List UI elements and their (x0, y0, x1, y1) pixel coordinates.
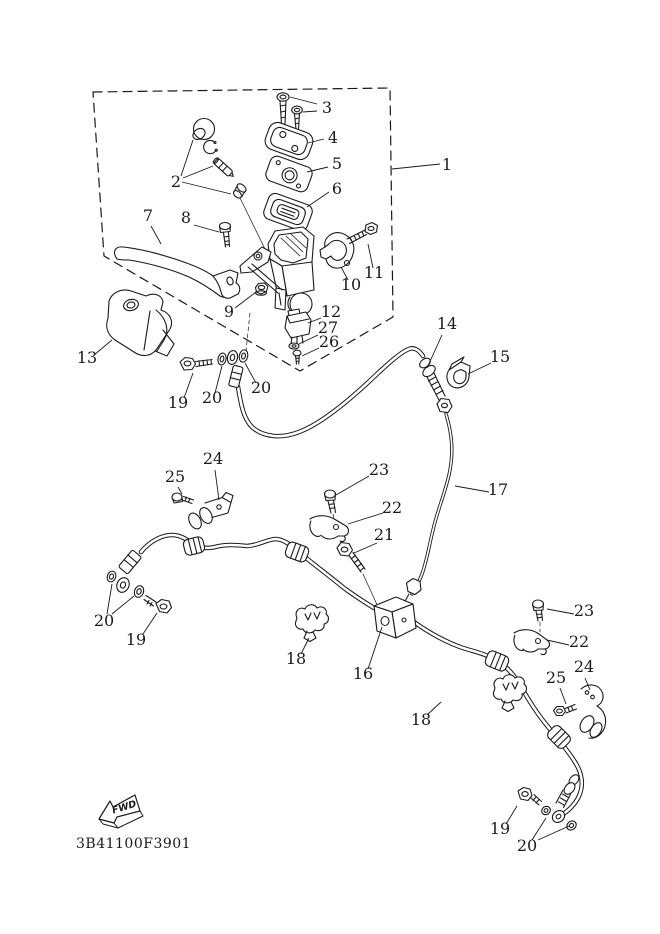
part-label-8: 8 (180, 208, 192, 227)
lever-pivot-screw (220, 223, 231, 248)
part-label-23: 23 (368, 460, 390, 479)
upper-banjo-washers (217, 349, 249, 366)
leader-line-21 (354, 543, 377, 553)
upper-hose-crimp (228, 365, 243, 388)
part-label-24: 24 (202, 449, 224, 468)
leader-line-25 (560, 688, 566, 704)
part-label-20: 20 (516, 836, 538, 855)
part-label-4: 4 (327, 128, 339, 147)
leader-line-15 (468, 363, 491, 374)
diaphragm-plate (264, 154, 314, 193)
part-label-24: 24 (573, 657, 595, 676)
leader-line-24 (215, 470, 219, 500)
part-label-6: 6 (331, 179, 343, 198)
part-label-22: 22 (568, 632, 590, 651)
leader-line-20 (107, 584, 112, 614)
leader-line-26 (302, 348, 319, 356)
joint-bolt (337, 543, 365, 573)
leader-line-3 (303, 111, 317, 112)
part-label-1: 1 (441, 155, 453, 174)
part-callouts (77, 97, 594, 855)
holder-screw-left (172, 493, 194, 504)
left-hose-end (106, 550, 146, 599)
piston-kit (191, 119, 248, 200)
hose-clip-center (295, 605, 328, 642)
leader-line-20 (112, 596, 134, 614)
hose-clamp-right (512, 630, 549, 655)
leader-line-8 (194, 225, 219, 232)
part-label-18: 18 (410, 710, 432, 729)
clamp-screw-left (325, 490, 336, 513)
part-label-5: 5 (331, 154, 343, 173)
part-label-3: 3 (321, 98, 333, 117)
part-label-19: 19 (167, 393, 189, 412)
part-label-17: 17 (487, 480, 509, 499)
part-label-9: 9 (223, 302, 235, 321)
part-label-18: 18 (285, 649, 307, 668)
hose-clamp-left (308, 516, 348, 542)
switch-washer (289, 343, 299, 349)
leader-line-2 (183, 166, 213, 178)
pipe-clip (447, 357, 470, 388)
leader-line-1 (392, 164, 440, 169)
pipe-flare-nut (404, 579, 421, 604)
reservoir-cap (263, 120, 316, 162)
brake-pipe (412, 414, 452, 594)
part-label-20: 20 (201, 388, 223, 407)
fwd-label: FWD (110, 798, 138, 817)
part-label-7: 7 (142, 206, 154, 225)
part-label-10: 10 (340, 275, 362, 294)
leader-line-6 (307, 192, 329, 207)
part-label-22: 22 (381, 498, 403, 517)
part-label-20: 20 (250, 378, 272, 397)
leader-line-20 (538, 826, 569, 840)
part-label-27: 27 (317, 318, 339, 337)
leader-line-2 (181, 140, 193, 176)
part-label-11: 11 (363, 263, 385, 282)
leader-line-3 (290, 97, 317, 104)
pivot-nut (256, 283, 268, 295)
hose-holder-right (577, 685, 605, 739)
part-label-13: 13 (76, 348, 98, 367)
leader-line-24 (585, 678, 590, 690)
leader-line-17 (455, 486, 489, 492)
hose-clip-right (493, 675, 526, 712)
brake-switch (285, 312, 311, 344)
hose-holder-left (186, 493, 233, 532)
lever-guard-bracket (107, 290, 174, 356)
hose-bend-fitting (418, 356, 452, 412)
leader-line-23 (336, 476, 369, 495)
part-label-21: 21 (373, 525, 395, 544)
brake-hose-right (414, 622, 582, 816)
clamp-bolt (347, 223, 378, 244)
part-label-15: 15 (489, 347, 511, 366)
right-banjo-bolt (518, 788, 542, 806)
clamp-screw-right (533, 600, 544, 621)
holder-screw-right (554, 705, 577, 716)
part-label-25: 25 (164, 467, 186, 486)
part-label-2: 2 (170, 172, 182, 191)
part-label-14: 14 (436, 314, 458, 333)
part-label-19: 19 (489, 819, 511, 838)
part-label-23: 23 (573, 601, 595, 620)
leader-line-2 (182, 182, 231, 194)
leader-line-7 (151, 226, 161, 244)
part-label-19: 19 (125, 630, 147, 649)
part-label-20: 20 (93, 611, 115, 630)
leader-line-22 (547, 640, 569, 645)
part-label-12: 12 (320, 302, 342, 321)
leader-line-14 (427, 335, 442, 368)
part-label-26: 26 (318, 332, 340, 351)
leader-line-23 (547, 609, 574, 614)
left-banjo-bolt (144, 596, 172, 614)
master-cylinder-body (268, 227, 314, 321)
leader-line-22 (348, 513, 383, 524)
leader-line-16 (368, 627, 382, 669)
upper-banjo-bolt (180, 358, 213, 371)
switch-screw (293, 350, 301, 364)
part-label-25: 25 (545, 668, 567, 687)
part-label-16: 16 (352, 664, 374, 683)
diagram-code: 3B41100F3901 (76, 836, 192, 852)
diaphragm (262, 191, 314, 232)
